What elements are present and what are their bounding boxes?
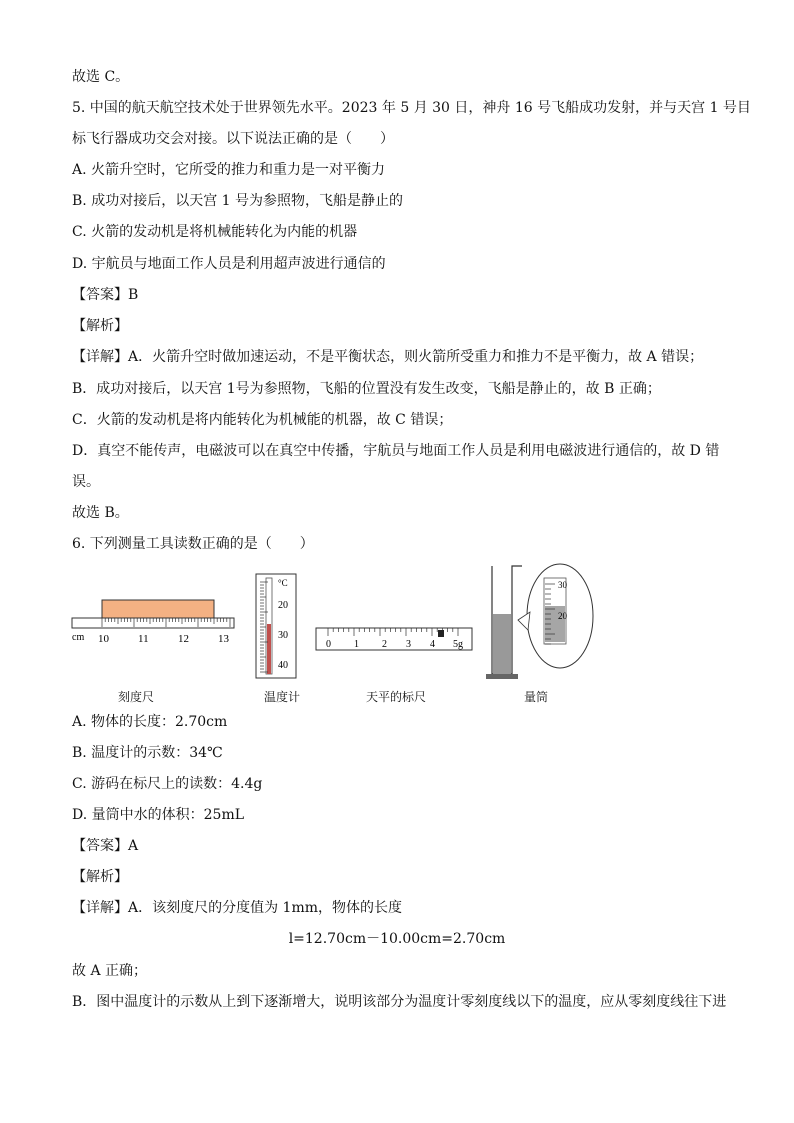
cylinder-base	[486, 674, 518, 679]
question-5-option-d: D. 宇航员与地面工作人员是利用超声波进行通信的	[72, 256, 386, 272]
question-5-selection: 故选 B。	[72, 505, 129, 521]
scale-label-0: 0	[326, 639, 331, 650]
question-5-answer: 【答案】B	[72, 287, 139, 303]
balance-scale-figure	[316, 628, 472, 650]
question-5-detail-b: B．成功对接后，以天宫 1号为参照物，飞船的位置没有发生改变，飞船是静止的，故 B 正确；	[72, 381, 661, 397]
question-5-detail-d2: 误。	[72, 474, 100, 490]
question-5-option-a: A. 火箭升空时，它所受的推力和重力是一对平衡力	[72, 162, 386, 178]
ruler-figure	[72, 600, 234, 645]
question-6-answer: 【答案】A	[72, 838, 139, 854]
ruler-label-13: 13	[218, 633, 229, 645]
question-5-option-c: C. 火箭的发动机是将机械能转化为内能的机器	[72, 224, 358, 240]
thermometer-unit: °C	[278, 578, 288, 588]
ruler-label-11: 11	[138, 633, 149, 645]
question-6-option-c: C. 游码在标尺上的读数：4.4g	[72, 776, 263, 792]
question-6-option-b: B. 温度计的示数：34℃	[72, 745, 223, 761]
length-formula: l=12.70cm－10.00cm=2.70cm	[288, 931, 506, 947]
question-6-option-a: A. 物体的长度：2.70cm	[72, 714, 228, 730]
cylinder-label-20: 20	[558, 611, 567, 621]
question-6-stem: 6. 下列测量工具读数正确的是（ ）	[72, 536, 314, 552]
balance-scale-body	[316, 628, 472, 650]
balance-scale-caption: 天平的标尺	[366, 690, 427, 704]
scale-label-3: 3	[406, 639, 411, 650]
ruler-label-12: 12	[178, 633, 189, 645]
question-5-stem-1: 5. 中国的航天航空技术处于世界领先水平。2023 年 5 月 30 日，神舟 16 号飞船成功发射，并与天宫 1 号目	[72, 100, 751, 116]
cylinder-caption: 量筒	[524, 690, 549, 704]
cylinder-figure	[486, 564, 593, 679]
question-5-analysis-label: 【解析】	[72, 318, 128, 334]
ruler-label-10: 10	[98, 633, 109, 645]
question-5-option-b: B. 成功对接后，以天宫 1 号为参照物，飞船是静止的	[72, 193, 403, 209]
question-6-analysis-label: 【解析】	[72, 869, 128, 885]
scale-label-1: 1	[354, 639, 359, 650]
question-6-detail-a: 【详解】A．该刻度尺的分度值为 1mm，物体的长度	[72, 900, 403, 916]
question-5-detail-d1: D．真空不能传声，电磁波可以在真空中传播，宇航员与地面工作人员是利用电磁波进行通信的，故 D 错	[72, 443, 720, 459]
question-6-a-correct: 故 A 正确；	[72, 963, 148, 979]
thermometer-label-30: 30	[278, 630, 288, 641]
cylinder-label-30: 30	[558, 580, 567, 590]
ruler-caption: 刻度尺	[118, 690, 155, 704]
thermometer-label-40: 40	[278, 660, 288, 671]
scale-label-5g: 5g	[453, 639, 463, 650]
scale-label-2: 2	[382, 639, 387, 650]
question-6-option-d: D. 量筒中水的体积：25mL	[72, 807, 245, 823]
question-6-detail-b: B．图中温度计的示数从上到下逐渐增大，说明该部分为温度计零刻度线以下的温度，应从零刻度线往下进	[72, 994, 727, 1010]
thermometer-figure	[256, 574, 296, 678]
answer-c-line: 故选 C。	[72, 69, 130, 85]
cylinder-zoom-pointer	[518, 612, 530, 630]
cylinder-water	[493, 614, 511, 674]
ruler-unit: cm	[72, 632, 85, 643]
question-5-detail-c: C．火箭的发动机是将内能转化为机械能的机器，故 C 错误；	[72, 412, 453, 428]
question-5-stem-2: 标飞行器成功交会对接。以下说法正确的是（ ）	[72, 131, 394, 147]
ruler-object-block	[102, 600, 214, 618]
balance-rider	[438, 630, 444, 637]
question-5-detail-a: 【详解】A．火箭升空时做加速运动，不是平衡状态，则火箭所受重力和推力不是平衡力，故 A 错误；	[72, 349, 704, 365]
scale-label-4: 4	[430, 639, 435, 650]
thermometer-liquid	[267, 624, 271, 674]
thermometer-caption: 温度计	[264, 690, 301, 704]
measuring-tools-figure	[60, 560, 620, 710]
thermometer-label-20: 20	[278, 600, 288, 611]
thermometer-frame	[256, 574, 296, 678]
